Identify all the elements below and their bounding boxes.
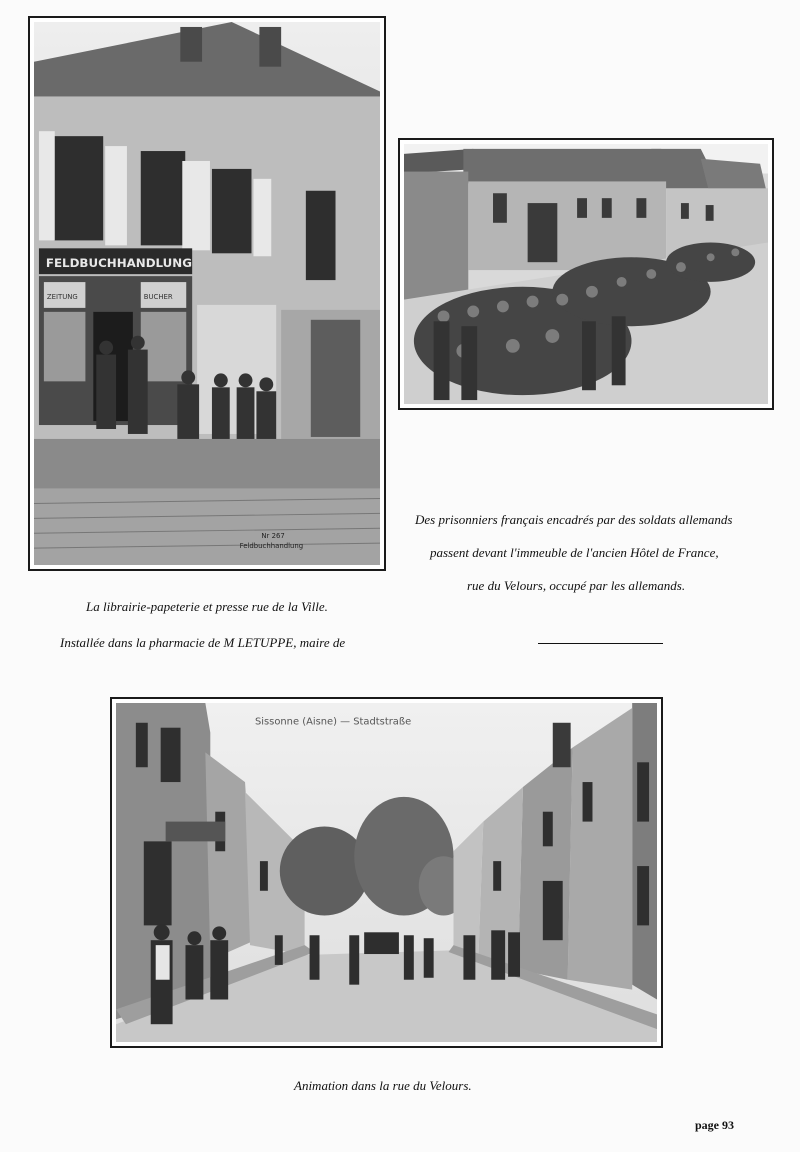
photo-prisoners-image xyxy=(404,144,768,404)
photo-feldbuchhandlung-image xyxy=(34,22,380,565)
photo-prisoners xyxy=(398,138,774,410)
caption-shop-line-1: La librairie-papeterie et presse rue de la Ville. xyxy=(86,599,328,614)
caption-shop-line-2: Installée dans la pharmacie de M LETUPPE, maire de xyxy=(60,635,346,650)
photo-feldbuchhandlung xyxy=(28,16,386,571)
caption-prisoners-line-3: rue du Velours, occupé par les allemands. xyxy=(467,578,686,593)
caption-prisoners-line-2: passent devant l'immeuble de l'ancien Hôtel de France, xyxy=(430,545,719,560)
photo-header-text: Sissonne (Aisne) — Stadtstraße xyxy=(254,716,412,728)
separator-rule xyxy=(538,643,663,644)
photo-stamp-number: Nr 267 xyxy=(261,532,285,541)
shop-sub-sign-left: ZEITUNG xyxy=(46,292,78,301)
photo-stamp-text: Feldbuchhandlung xyxy=(239,542,304,551)
caption-street: Animation dans la rue du Velours. xyxy=(294,1078,472,1093)
photo-rue-du-velours-image xyxy=(116,703,657,1042)
shop-sub-sign-right: BUCHER xyxy=(143,292,173,301)
caption-prisoners-line-1: Des prisonniers français encadrés par des soldats allemands xyxy=(415,512,733,527)
shop-sign-text: FELDBUCHHANDLUNG xyxy=(45,256,192,271)
photo-rue-du-velours xyxy=(110,697,663,1048)
page-number: page 93 xyxy=(695,1118,734,1132)
